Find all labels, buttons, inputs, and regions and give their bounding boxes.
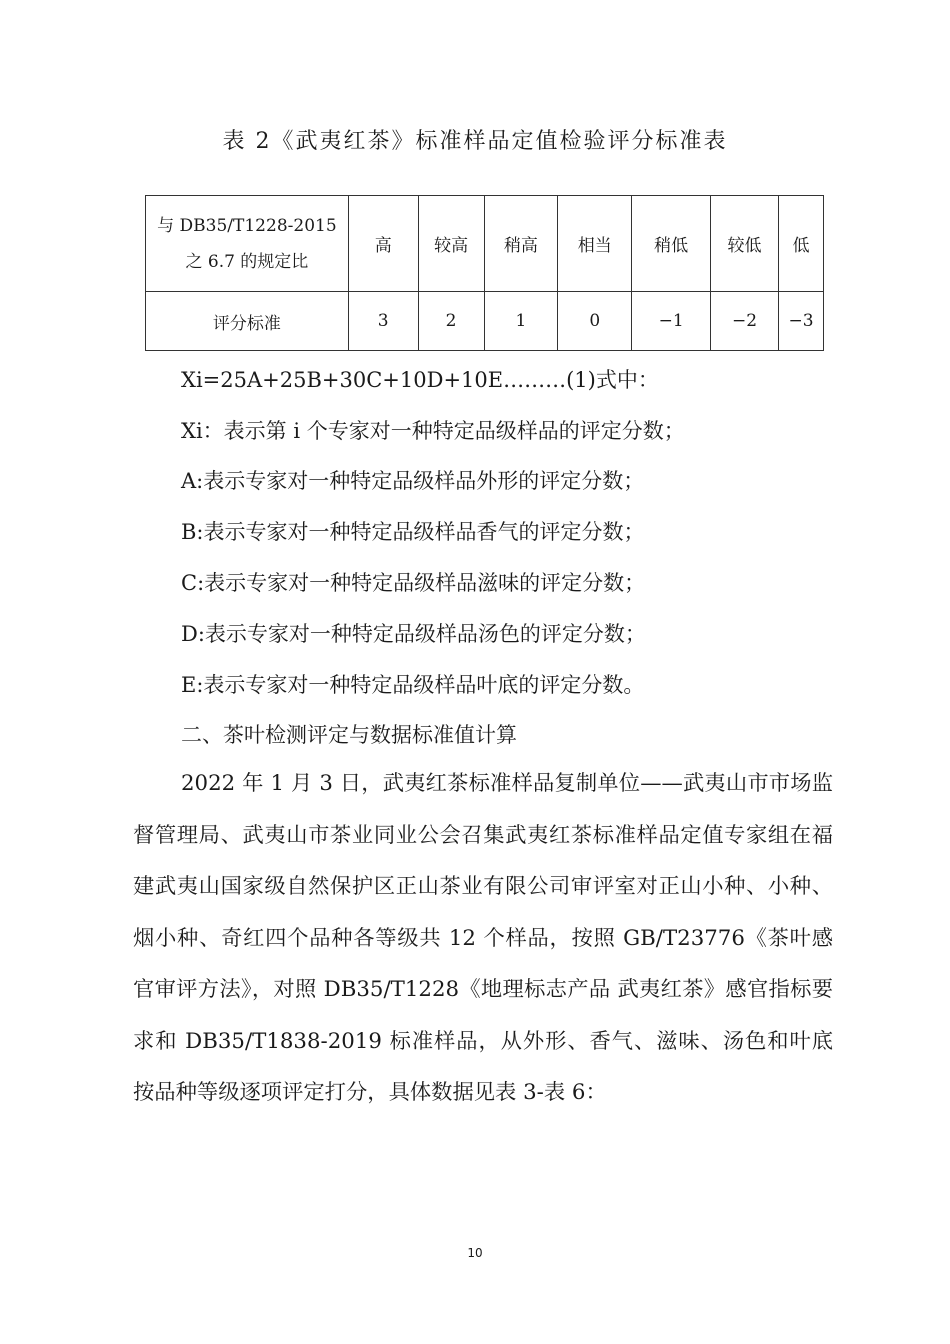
definition-a: A:表示专家对一种特定品级样品外形的评定分数； — [181, 469, 645, 493]
score-cell: 0 — [558, 292, 632, 351]
definition-d: D:表示专家对一种特定品级样品汤色的评定分数； — [181, 622, 646, 646]
table-score-row — [146, 292, 824, 351]
header-line-1: 与 DB35/T1228-2015 — [157, 215, 337, 236]
score-cell: −2 — [711, 292, 779, 351]
section-heading: 二、茶叶检测评定与数据标准值计算 — [181, 723, 517, 747]
table-header-row — [146, 196, 824, 292]
definition-xi: Xi：表示第 i 个专家对一种特定品级样品的评定分数； — [181, 419, 685, 443]
header-cell: 较低 — [711, 196, 779, 292]
score-cell: 1 — [484, 292, 558, 351]
header-cell: 稍低 — [632, 196, 711, 292]
row-label: 评分标准 — [146, 292, 349, 351]
header-cell: 高 — [348, 196, 418, 292]
score-cell: −1 — [632, 292, 711, 351]
definition-b: B:表示专家对一种特定品级样品香气的评定分数； — [181, 520, 645, 544]
header-cell: 稍高 — [484, 196, 558, 292]
header-cell: 相当 — [558, 196, 632, 292]
formula: Xi=25A+25B+30C+10D+10E………(1)式中： — [181, 368, 659, 392]
body-paragraph: 2022 年 1 月 3 日，武夷红茶标准样品复制单位——武夷山市市场监督管理局、武夷山市茶业同业公会召集武夷红茶标准样品定值专家组在福建武夷山国家级自然保护区正山茶业有限公司审评室对正山小种、小种、烟小种、奇红四个品种各等级共 12 个样品，按照 GB/T23776《茶叶感官审评方法》，对照 DB35/T1228《地理标志产品 武夷红茶》感官指标要求和 DB35/T1838-2019 标准样品，从外形、香气、滋味、汤色和叶底按品种等级逐项评定打分，具体数据见表 3-表 6： — [133, 771, 833, 1105]
definition-c: C:表示专家对一种特定品级样品滋味的评定分数； — [181, 571, 646, 595]
header-cell: 较高 — [418, 196, 484, 292]
scoring-standard-table — [145, 195, 824, 351]
definition-e: E:表示专家对一种特定品级样品叶底的评定分数。 — [181, 673, 645, 697]
score-cell: 3 — [348, 292, 418, 351]
table-title: 表 2《武夷红茶》标准样品定值检验评分标准表 — [222, 129, 728, 154]
score-cell: 2 — [418, 292, 484, 351]
header-line-2: 之 6.7 的规定比 — [185, 251, 309, 272]
header-comparison — [146, 196, 349, 292]
header-cell: 低 — [778, 196, 823, 292]
page-number: 10 — [467, 1246, 483, 1260]
score-cell: −3 — [778, 292, 823, 351]
